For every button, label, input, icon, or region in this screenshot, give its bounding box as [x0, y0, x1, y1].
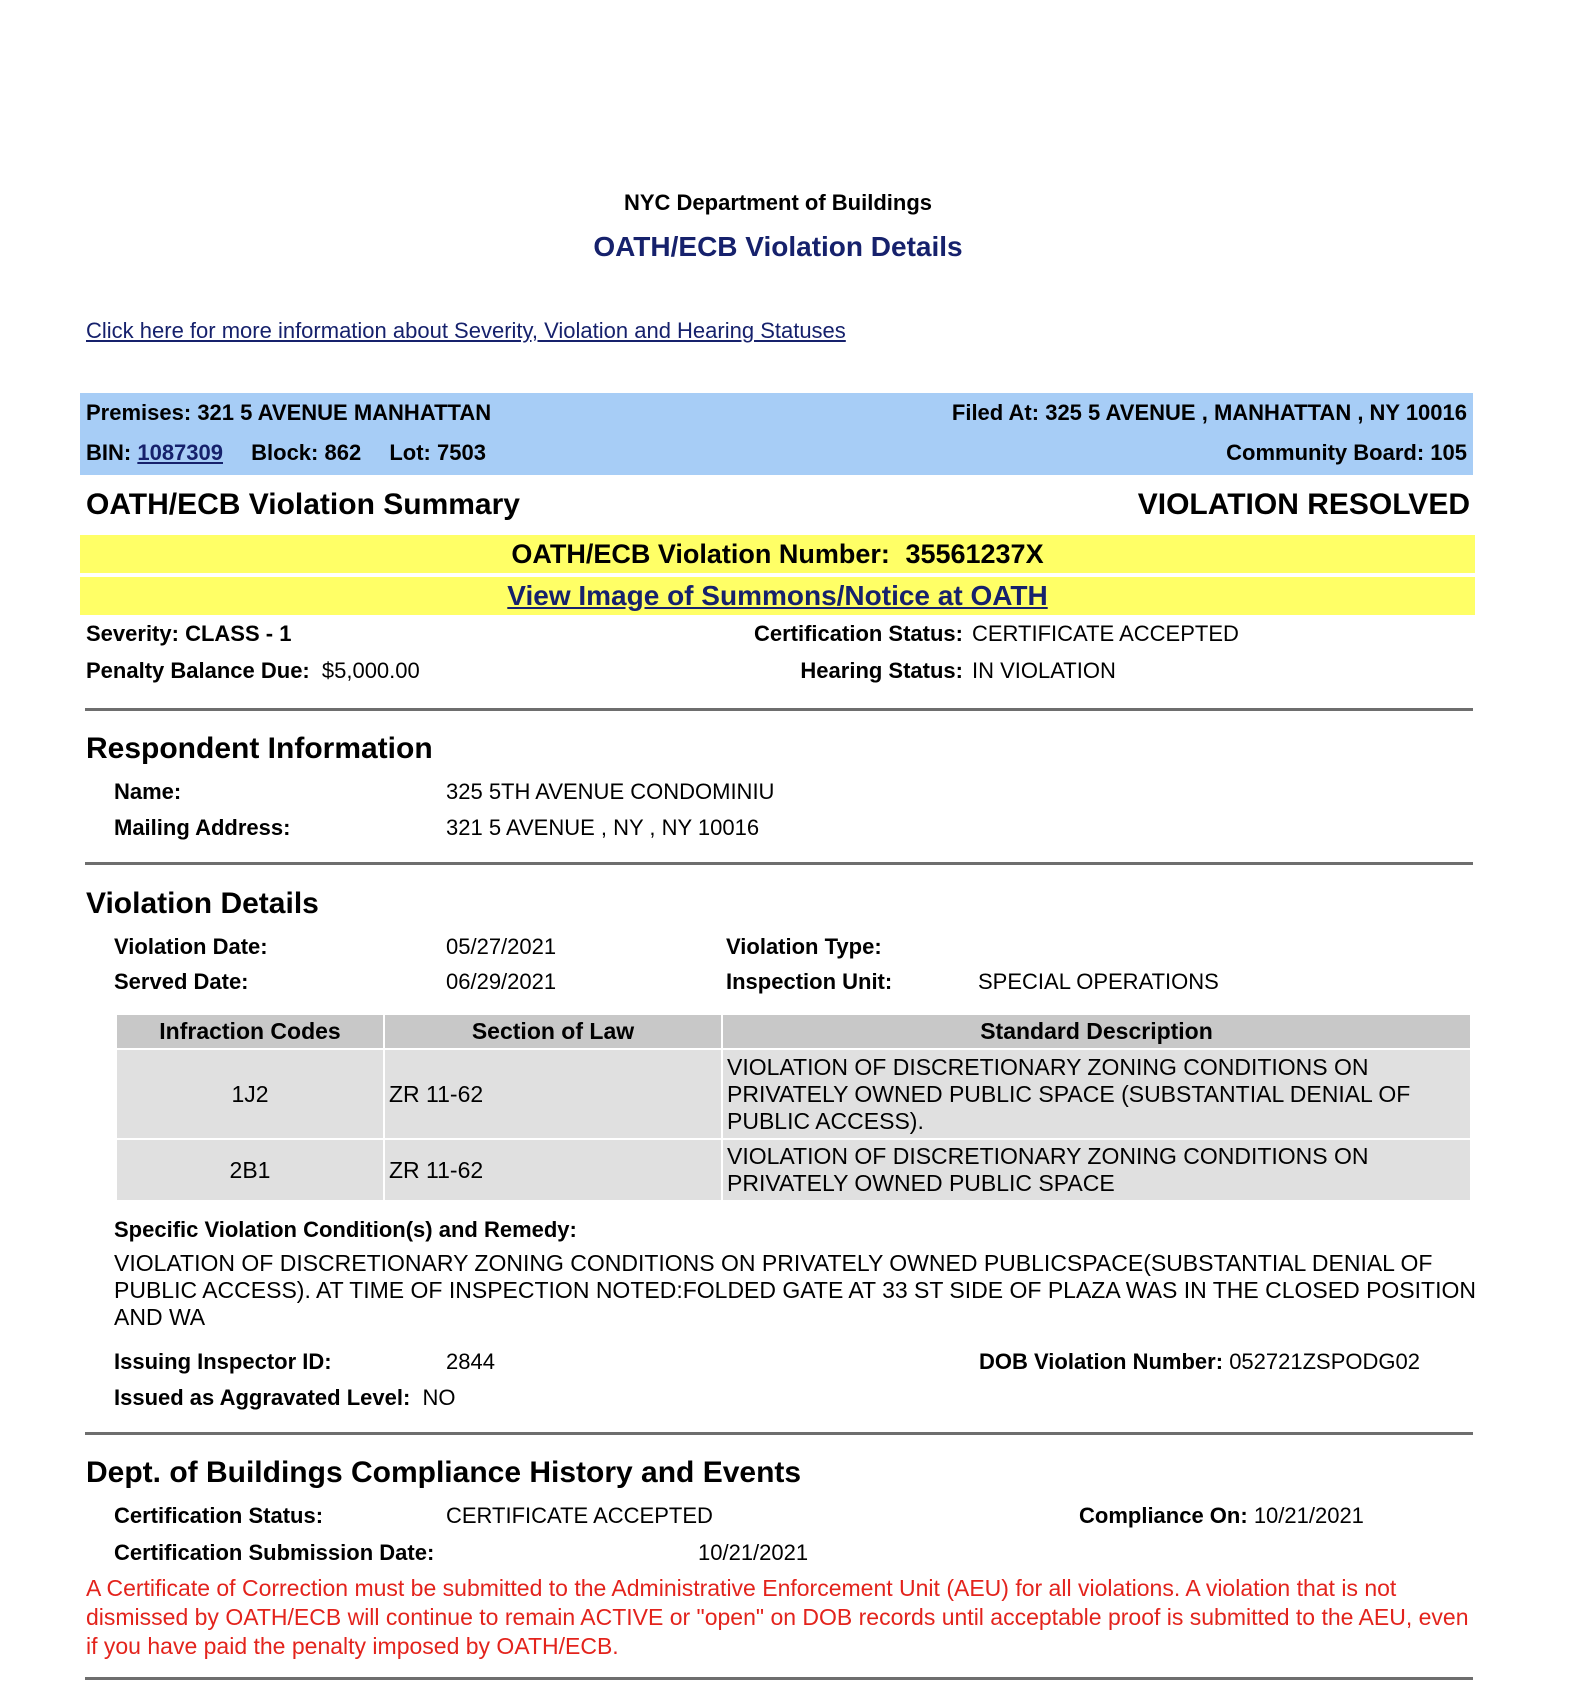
respondent-heading: Respondent Information [86, 732, 433, 765]
penalty-row [86, 658, 420, 684]
respondent-name-label: Name: [114, 779, 182, 804]
submission-date-value: 10/21/2021 [698, 1540, 809, 1565]
bin-block-lot [86, 440, 486, 466]
violation-number-label: OATH/ECB Violation Number: [511, 539, 890, 569]
certification-status-value: CERTIFICATE ACCEPTED [972, 621, 1239, 646]
served-date-value: 06/29/2021 [446, 969, 557, 994]
infraction-table [115, 1013, 1472, 1202]
compliance-heading: Dept. of Buildings Compliance History and Events [86, 1456, 802, 1489]
bin-label: BIN: [86, 440, 132, 465]
served-date-label: Served Date: [114, 969, 249, 994]
premises-panel [80, 393, 1473, 475]
respondent-name-value: 325 5TH AVENUE CONDOMINIU [446, 779, 775, 804]
table-row [117, 1140, 1470, 1200]
lot-label: Lot: [389, 440, 431, 465]
inspection-unit-value: SPECIAL OPERATIONS [978, 969, 1219, 994]
community-board-value: 105 [1430, 440, 1467, 465]
certificate-notice: A Certificate of Correction must be submitted to the Administrative Enforcement Unit (AEU) for all violations. A violation that is not dismissed by OATH/ECB will continue to remain ACTIVE or "open" on DOB records until acceptable proof is submitted to the AEU, even if you have paid the penalty imposed by OATH/ECB. [86, 1575, 1469, 1659]
divider [85, 1432, 1473, 1435]
block-value: 862 [324, 440, 362, 465]
violation-date-value: 05/27/2021 [446, 934, 557, 959]
community-board-label: Community Board: [1226, 440, 1425, 465]
violation-number: 35561237X [905, 539, 1044, 569]
aggravated-level-label: Issued as Aggravated Level: [114, 1385, 411, 1410]
submission-date-label: Certification Submission Date: [114, 1540, 435, 1565]
aggravated-level-value: NO [422, 1385, 456, 1410]
divider [85, 708, 1473, 711]
standard-description: VIOLATION OF DISCRETIONARY ZONING CONDITIONS ON PRIVATELY OWNED PUBLIC SPACE (SUBSTANTIAL DENIAL OF PUBLIC ACCESS). [723, 1050, 1470, 1138]
summons-bar [80, 577, 1475, 615]
divider [85, 862, 1473, 865]
summary-heading: OATH/ECB Violation Summary [86, 488, 520, 521]
col-infraction-codes: Infraction Codes [117, 1015, 383, 1048]
table-header-row [117, 1015, 1470, 1048]
infraction-code: 2B1 [117, 1140, 383, 1200]
department-name: NYC Department of Buildings [623, 190, 932, 215]
bin-link[interactable]: 1087309 [137, 440, 223, 465]
remedy-text: VIOLATION OF DISCRETIONARY ZONING CONDITIONS ON PRIVATELY OWNED PUBLICSPACE(SUBSTANTIAL DENIAL OF PUBLIC ACCESS). AT TIME OF INSPECTION NOTED:FOLDED GATE AT 33 ST SIDE OF PLAZA WAS IN THE CLOSED POSITION AND WA [114, 1250, 1476, 1330]
filed-at-info [952, 400, 1467, 426]
violation-status: VIOLATION RESOLVED [1137, 488, 1470, 521]
compliance-on-label: Compliance On: [1079, 1503, 1248, 1528]
remedy-label: Specific Violation Condition(s) and Remedy: [114, 1217, 577, 1242]
compliance-on [1079, 1503, 1364, 1529]
col-section-of-law: Section of Law [385, 1015, 721, 1048]
table-row [117, 1050, 1470, 1138]
inspector-id-value: 2844 [446, 1349, 495, 1374]
premises-info [86, 400, 491, 426]
community-board [1226, 440, 1467, 466]
violation-number-bar [80, 535, 1475, 573]
violation-details-heading: Violation Details [86, 887, 319, 920]
penalty-label: Penalty Balance Due: [86, 658, 310, 683]
view-summons-link[interactable]: View Image of Summons/Notice at OATH [507, 580, 1048, 611]
violation-type-label: Violation Type: [726, 934, 882, 959]
inspection-unit-label: Inspection Unit: [726, 969, 893, 994]
dob-violation-number-value: 052721ZSPODG02 [1229, 1349, 1420, 1374]
penalty-value: $5,000.00 [321, 658, 420, 683]
aggravated-level [114, 1385, 455, 1411]
compliance-cert-label: Certification Status: [114, 1503, 324, 1528]
infraction-code: 1J2 [117, 1050, 383, 1138]
status-info-link[interactable]: Click here for more information about Severity, Violation and Hearing Statuses [86, 318, 846, 343]
standard-description: VIOLATION OF DISCRETIONARY ZONING CONDITIONS ON PRIVATELY OWNED PUBLIC SPACE [723, 1140, 1470, 1200]
violation-date-label: Violation Date: [114, 934, 268, 959]
col-standard-description: Standard Description [723, 1015, 1470, 1048]
section-of-law: ZR 11-62 [385, 1050, 721, 1138]
filed-at-value: 325 5 AVENUE , MANHATTAN , NY 10016 [1045, 400, 1467, 425]
premises-label: Premises: [86, 400, 192, 425]
mailing-address-label: Mailing Address: [114, 815, 291, 840]
dob-violation-number [979, 1349, 1420, 1375]
block-label: Block: [251, 440, 319, 465]
mailing-address-value: 321 5 AVENUE , NY , NY 10016 [446, 815, 760, 840]
compliance-on-value: 10/21/2021 [1253, 1503, 1364, 1528]
compliance-cert-value: CERTIFICATE ACCEPTED [446, 1503, 713, 1528]
divider [85, 1677, 1473, 1680]
page-title: OATH/ECB Violation Details [593, 231, 963, 262]
lot-value: 7503 [437, 440, 486, 465]
premises-value: 321 5 AVENUE MANHATTAN [197, 400, 492, 425]
severity-row [86, 621, 291, 647]
hearing-status-value: IN VIOLATION [972, 658, 1116, 683]
certification-status-label: Certification Status: [753, 621, 963, 646]
severity-value: CLASS - 1 [185, 621, 292, 646]
inspector-id-label: Issuing Inspector ID: [114, 1349, 332, 1374]
dob-violation-number-label: DOB Violation Number: [979, 1349, 1224, 1374]
severity-label: Severity: [86, 621, 179, 646]
hearing-status-label: Hearing Status: [800, 658, 963, 683]
section-of-law: ZR 11-62 [385, 1140, 721, 1200]
filed-at-label: Filed At: [951, 400, 1040, 425]
